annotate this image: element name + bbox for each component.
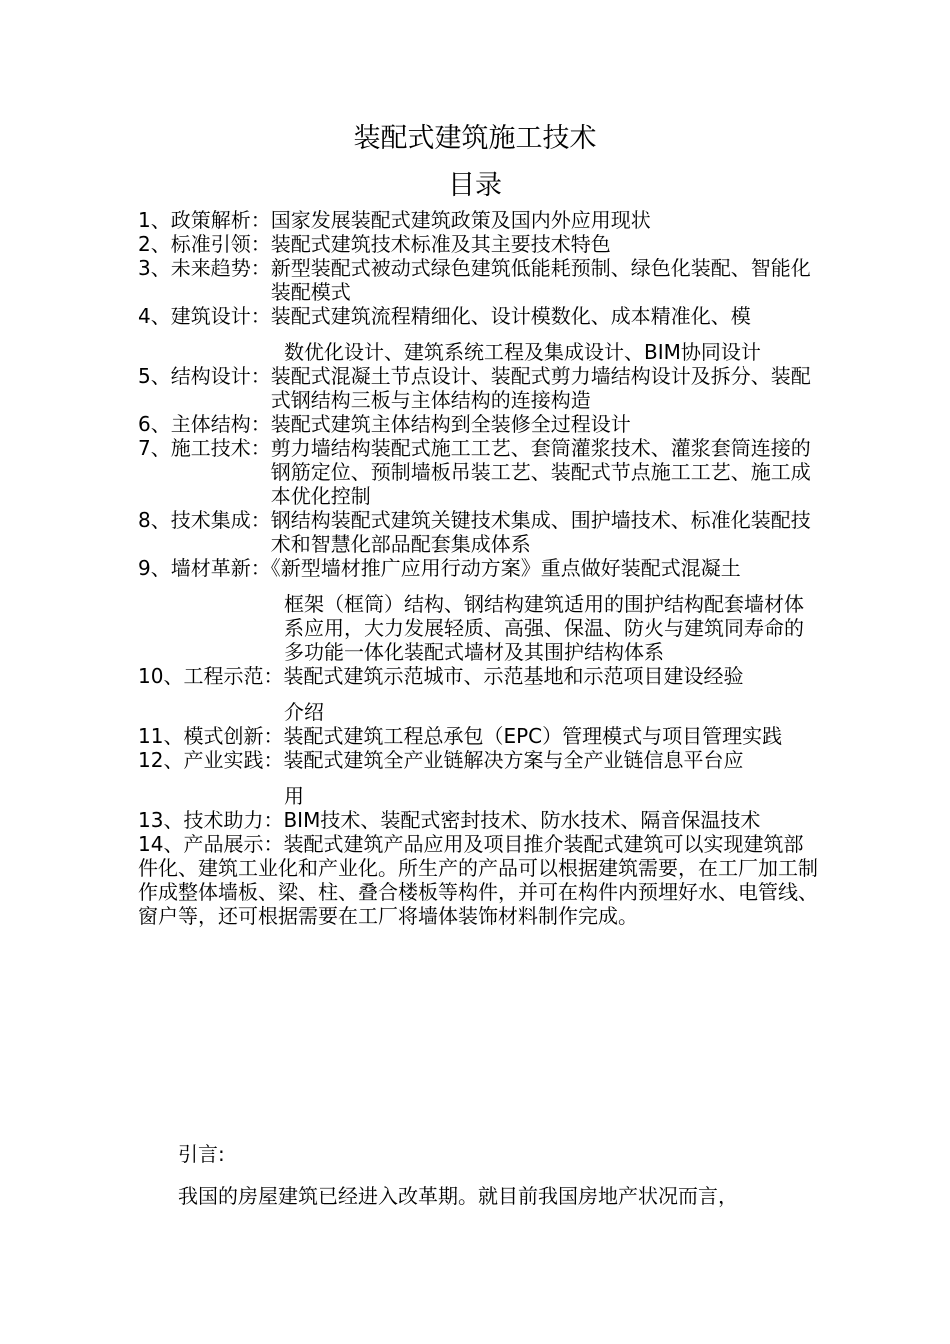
toc-item-label: 12、产业实践： (138, 748, 284, 772)
toc-item-label: 5、结构设计： (138, 364, 271, 388)
toc-item-text: 装配式建筑全产业链解决方案与全产业链信息平台应 (283, 748, 744, 772)
toc-item-label: 1、政策解析： (138, 208, 271, 232)
toc-item-text: 装配式建筑工程总承包（EPC）管理模式与项目管理实践 (283, 724, 783, 748)
toc-item-text: 新型装配式被动式绿色建筑低能耗预制、绿色化装配、智能化装配模式 (270, 256, 811, 304)
toc-item-text: 装配式混凝土节点设计、装配式剪力墙结构设计及拆分、装配式钢结构三板与主体结构的连接构造 (270, 364, 811, 412)
toc-item-label: 11、模式创新： (138, 724, 284, 748)
toc-item-label: 14、产品展示： (138, 832, 284, 856)
toc-item-label: 8、技术集成： (138, 508, 271, 532)
toc-item-label: 2、标准引领： (138, 232, 271, 256)
toc-item-label: 10、工程示范： (138, 664, 284, 688)
toc-item-10 (138, 664, 818, 724)
toc-item-14 (138, 832, 818, 928)
toc-item-7 (138, 436, 818, 508)
document-title: 装配式建筑施工技术 (353, 123, 597, 154)
toc-item-8 (138, 508, 818, 556)
toc-item-text: 装配式建筑技术标准及其主要技术特色 (270, 232, 611, 256)
intro-paragraph: 我国的房屋建筑已经进入改革期。就目前我国房地产状况而言， (178, 1184, 738, 1208)
toc-item-text: 装配式建筑主体结构到全装修全过程设计 (270, 412, 631, 436)
toc-item-text: 钢结构装配式建筑关键技术集成、围护墙技术、标准化装配技术和智慧化部品配套集成体系 (270, 508, 811, 556)
toc-item-label: 9、墙材革新： (138, 556, 271, 580)
toc-item-label: 3、未来趋势： (138, 256, 271, 280)
toc-item-6 (138, 412, 818, 436)
toc-item-5 (138, 364, 818, 412)
toc-item-continuation: 数优化设计、建筑系统工程及集成设计、BIM协同设计 (284, 340, 761, 364)
toc-item-label: 7、施工技术： (138, 436, 271, 460)
toc-item-text: BIM技术、装配式密封技术、防水技术、隔音保温技术 (283, 808, 761, 832)
toc-item-text: 装配式建筑流程精细化、设计模数化、成本精准化、模 (270, 304, 751, 328)
toc-item-3 (138, 256, 818, 304)
toc-item-continuation: 框架（框筒）结构、钢结构建筑适用的围护结构配套墙材体系应用，大力发展轻质、高强、保温、防火与建筑同寿命的多功能一体化装配式墙材及其围护结构体系 (284, 592, 804, 664)
toc-heading: 目录 (448, 170, 502, 201)
toc-item-text: 剪力墙结构装配式施工工艺、套筒灌浆技术、灌浆套筒连接的钢筋定位、预制墙板吊装工艺、装配式节点施工工艺、施工成本优化控制 (270, 436, 811, 508)
toc-item-13 (138, 808, 818, 832)
toc-item-text: 《新型墙材推广应用行动方案》重点做好装配式混凝土 (270, 556, 741, 580)
intro-heading: 引言: (178, 1142, 225, 1166)
toc-item-4 (138, 304, 818, 364)
toc-item-label: 6、主体结构： (138, 412, 271, 436)
toc-item-text: 装配式建筑示范城市、示范基地和示范项目建设经验 (283, 664, 744, 688)
table-of-contents (138, 208, 818, 928)
toc-item-text: 国家发展装配式建筑政策及国内外应用现状 (270, 208, 651, 232)
toc-item-12 (138, 748, 818, 808)
toc-item-9 (138, 556, 818, 664)
toc-item-2 (138, 232, 818, 256)
toc-item-continuation: 介绍 (284, 700, 324, 724)
toc-item-11 (138, 724, 818, 748)
toc-item-1 (138, 208, 818, 232)
toc-item-text: 装配式建筑产品应用及项目推介装配式建筑可以实现建筑部件化、建筑工业化和产业化。所生产的产品可以根据建筑需要，在工厂加工制作成整体墙板、梁、柱、叠合楼板等构件，并可在构件内预埋好水、电管线、窗户等，还可根据需要在工厂将墙体装饰材料制作完成。 (138, 832, 818, 928)
toc-item-continuation: 用 (284, 784, 304, 808)
toc-item-label: 4、建筑设计： (138, 304, 271, 328)
toc-item-label: 13、技术助力： (138, 808, 284, 832)
